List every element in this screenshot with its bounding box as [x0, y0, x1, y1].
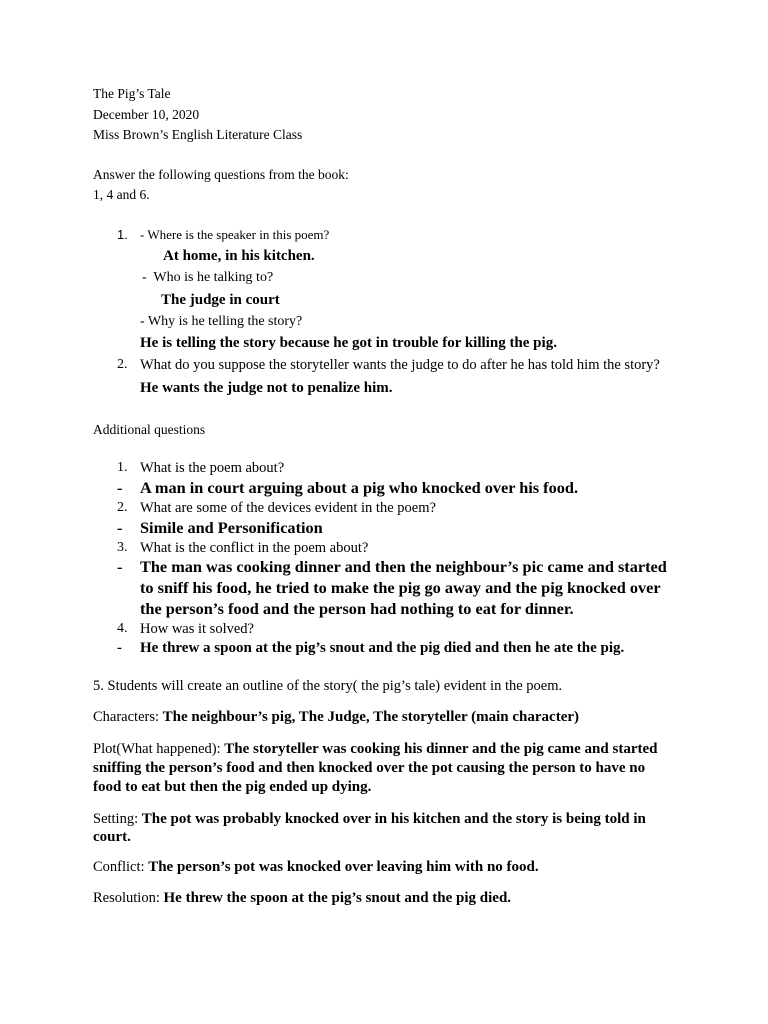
- question-number: 3.: [117, 540, 128, 555]
- answer: The judge in court: [161, 292, 280, 308]
- outline-label: Resolution:: [93, 890, 160, 906]
- answer-marker: -: [117, 640, 122, 656]
- answer: He is telling the story because he got in trouble for killing the pig.: [140, 335, 557, 351]
- question-number: 4.: [117, 621, 128, 636]
- outline-plot: [93, 739, 657, 759]
- question-number: 2.: [117, 357, 128, 372]
- answer-line: The man was cooking dinner and then the neighbour’s pic came and started: [140, 557, 667, 576]
- sub-question: - Who is he talking to?: [142, 270, 274, 285]
- question-text: How was it solved?: [140, 621, 254, 637]
- section-heading: Additional questions: [93, 422, 206, 437]
- sub-question: - Why is he telling the story?: [140, 314, 303, 329]
- answer-marker: -: [117, 478, 123, 497]
- answer-marker: -: [117, 518, 123, 537]
- outline-label: Conflict:: [93, 859, 145, 875]
- answer: He wants the judge not to penalize him.: [140, 380, 393, 396]
- outline-value: The person’s pot was knocked over leaving him with no food.: [148, 859, 539, 875]
- outline-characters: [93, 707, 579, 727]
- question-text: What do you suppose the storyteller wants the judge to do after he has told him the story?: [140, 357, 660, 373]
- outline-value: court.: [93, 829, 131, 845]
- outline-value: He threw the spoon at the pig’s snout and the pig died.: [163, 890, 512, 906]
- answer-marker: -: [117, 557, 123, 576]
- outline-label: Setting:: [93, 811, 139, 827]
- outline-value: The storyteller was cooking his dinner and the pig came and started: [224, 741, 658, 757]
- outline-value: sniffing the person’s food and then knocked over the pot causing the person to have no: [93, 760, 646, 776]
- answer-line: A man in court arguing about a pig who knocked over his food.: [140, 478, 579, 497]
- outline-conflict: [93, 857, 539, 877]
- outline-prompt: 5. Students will create an outline of the story( the pig’s tale) evident in the poem.: [93, 678, 563, 694]
- question-text: What are some of the devices evident in the poem?: [140, 500, 436, 516]
- instructions-line: Answer the following questions from the book:: [93, 167, 349, 182]
- outline-value: The pot was probably knocked over in his kitchen and the story is being told in: [141, 811, 646, 827]
- document-title: The Pig’s Tale: [93, 86, 171, 101]
- instructions-line: 1, 4 and 6.: [93, 187, 150, 202]
- question-number: 1.: [117, 227, 128, 242]
- outline-label: Plot(What happened):: [93, 741, 221, 757]
- outline-setting: [93, 809, 646, 829]
- outline-resolution: [93, 888, 511, 908]
- question-number: 1.: [117, 460, 128, 475]
- answer-line: to sniff his food, he tried to make the pig go away and the pig knocked over: [140, 578, 661, 597]
- question-number: 2.: [117, 500, 128, 515]
- answer-line: Simile and Personification: [140, 518, 323, 537]
- answer: At home, in his kitchen.: [163, 248, 315, 264]
- question-text: What is the poem about?: [140, 460, 285, 476]
- answer-line: He threw a spoon at the pig’s snout and the pig died and then he ate the pig.: [140, 640, 625, 656]
- class-name: Miss Brown’s English Literature Class: [93, 127, 303, 142]
- document-date: December 10, 2020: [93, 107, 200, 122]
- outline-value: The neighbour’s pig, The Judge, The storyteller (main character): [162, 709, 580, 725]
- question-text: What is the conflict in the poem about?: [140, 540, 369, 556]
- answer-line: the person’s food and the person had nothing to eat for dinner.: [140, 599, 574, 618]
- outline-value: food to eat but then the pig ended up dying.: [93, 779, 372, 795]
- outline-label: Characters:: [93, 709, 160, 725]
- sub-question: - Where is the speaker in this poem?: [140, 227, 330, 242]
